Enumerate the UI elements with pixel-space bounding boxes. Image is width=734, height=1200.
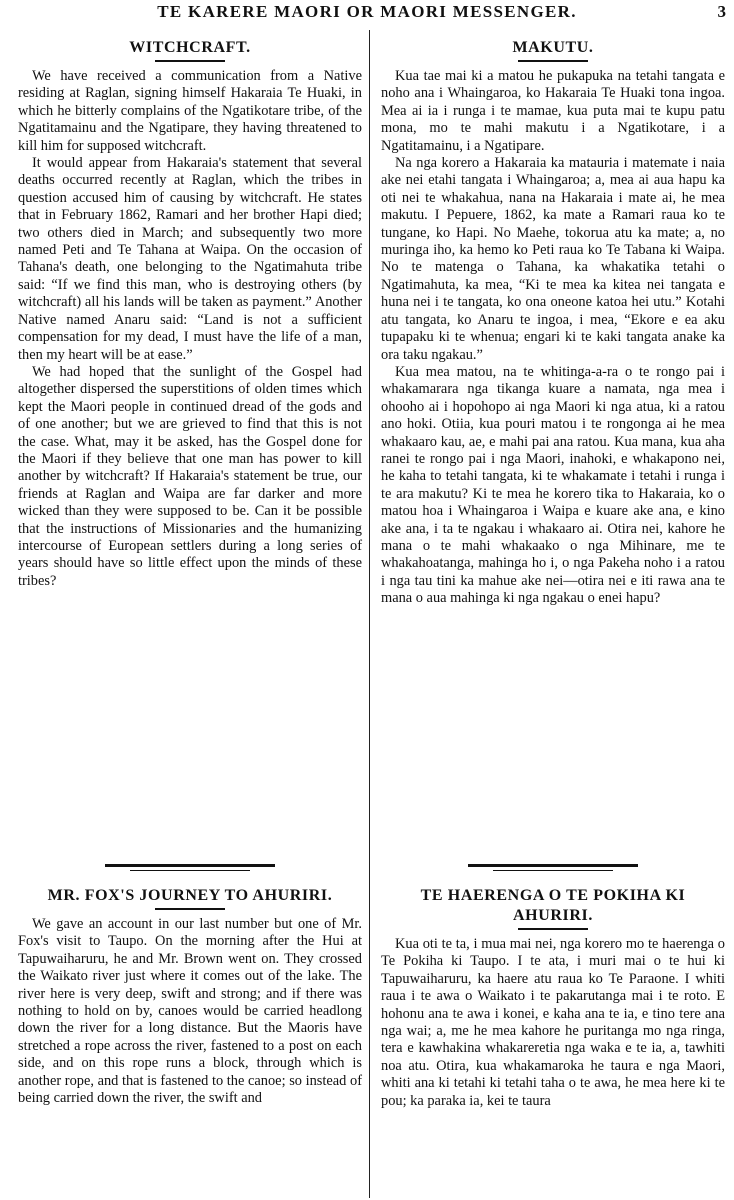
separator-rule	[105, 864, 275, 867]
article-body	[18, 68, 362, 590]
article-makutu	[381, 38, 725, 608]
heading-rule	[518, 928, 588, 930]
article-body	[381, 68, 725, 608]
paragraph: Kua mea matou, na te whitinga-a-ra o te rongo pai i whakamarara nga tikanga kuare a namata, nga mea i ohooho ai i hopohopo ai nga Maori ki nga atua, ki a ratou ano hoki. Otiia, kua pouri matou i te rongonga ai he mea whakaaro kau, ae, e mahi pai ana ratou. Kua mana, kua aha ranei te rongo pai i nga Maori, inahoki, e whakapono nei, he kaha to tetahi tangata, ki te whakamate i tetahi i runga i te ara makutu? Ki te mea he korero tika to Hakaraia, ko o matou hoa i Whaingaroa i Waipa e kuare ake ana, e kino ake ana, i ta te ngakau i whakaaro ai. Otira nei, kahore he mana o te mahi whakaako o nga Mihinare, me te whakahoatanga, mahinga ho i, o nga Pakeha noho i a ratou i nga tau tini ka mahue ake nei—otira nei e iti rawa ana te mana o aua mahinga ki nga ngakau o enei hapu?	[381, 363, 725, 607]
heading-rule	[155, 60, 225, 62]
separator-rule	[468, 864, 638, 867]
article-heading: WITCHCRAFT.	[129, 39, 251, 56]
article-journey	[18, 886, 362, 1107]
masthead-title: TE KARERE MAORI OR MAORI MESSENGER.	[157, 2, 577, 21]
paragraph: We gave an account in our last number but one of Mr. Fox's visit to Taupo. On the morning after the Hui at Tapuwaiharuru, he and Mr. Brown went on. They crossed the Waikato river just where it comes out of the lake. The river here is very deep, swift and strong; and if there was nothing to hold on by, canoes would be carried headlong down the river for a long distance. But the Maoris have stretched a rope across the river, fastened to a post on each side, and on this rope runs a block, through which is another rope, and that is fastened to the canoe; so instead of being carried down the river, the swift and	[18, 916, 362, 1107]
paragraph: We have received a communication from a Native residing at Raglan, signing himself Hakaraia Te Huaki, in which he bitterly complains of the Ngatikotare tribe, of the Ngatitamainu and the Ngatipare, they having threatened to kill him for supposed witchcraft.	[18, 68, 362, 154]
paragraph: We had hoped that the sunlight of the Gospel had altogether dispersed the superstitions of olden times which kept the Maori people in continued dread of the gods and of one another; but we are grieved to find that this is not the case. What, may it be asked, has the Gospel done for the Maori if they believe that one man has power to kill another by witchcraft? If Hakaraia's statement be true, our friends at Raglan and Waipa are far darker and more wicked than they were supposed to be. Can it be possible that the instructions of Missionaries and the humanizing intercourse of European settlers during a long series of years should have so little effect upon the minds of these tribes?	[18, 363, 362, 589]
column-divider	[369, 30, 370, 1198]
masthead	[0, 2, 734, 26]
article-body	[381, 936, 725, 1110]
article-heading: TE HAERENGA O TE POKIHA KI AHURIRI.	[420, 887, 686, 924]
paragraph: It would appear from Hakaraia's statement that several deaths occurred recently at Raglan, which the tribes in question accused him of causing by witchcraft. He states that in February 1862, Ramari and her brother Hapi died; two others died in March; and subsequently two more named Peti and Te Tahana at Waipa. On the occasion of Tahana's death, one belonging to the Ngatimahuta tribe said: “If we find this man, who is destroying others (by witchcraft) all his lands will be taken as payment.” Another Native named Anaru said: “Land is not a sufficient compensation for my dead, I must have the life of a man, then my heart will be at ease.”	[18, 155, 362, 363]
article-heading: MR. FOX'S JOURNEY TO AHURIRI.	[47, 887, 333, 904]
heading-rule	[155, 908, 225, 910]
article-body	[18, 916, 362, 1107]
article-witchcraft	[18, 38, 362, 590]
paragraph: Kua tae mai ki a matou he pukapuka na tetahi tangata e noho ana i Whaingaroa, ko Hakaraia Te Huaki tona ingoa. Mea ai ia i runga i te mamae, kua puta mai te kupu patu mona, mo te mahi makutu i a Ngatikotare, i a Ngatitamainu, i a Ngatipare.	[381, 68, 725, 154]
article-haerenga	[381, 886, 725, 1110]
section-separator	[381, 864, 725, 871]
paragraph: Na nga korero a Hakaraia ka matauria i matemate i naia ake nei etahi tangata i Whaingaroa; a, mea ai aua hapu ka oti nei te whakahua, nana na Hakaraia i mate ai, he mea makutu. I Pepuere, 1862, ka mate a Ramari raua ko te tungane, ko Hapi. No Maehe, tokorua atu ka mate; a, no muringa iho, ka hemo ko Peti raua ko Te Tabana ki Waipa. No te matenga o Tahana, ka whakatika tetahi o Ngatimahuta, ka mea, “Ki te mea ka kitea nei tangata e huna nei i te tangata, ko ona oneone katoa hei utu.” Kotahi atu tangata, ko Anaru te ingoa, i mea, “Ekore e ea aku tupapaku ki te whenua; engari ki te kaki tangata anake ka ora taku ngakau.”	[381, 155, 725, 363]
section-separator	[18, 864, 362, 871]
page-number: 3	[717, 2, 726, 21]
separator-rule-thin	[130, 870, 250, 871]
separator-rule-thin	[493, 870, 613, 871]
heading-rule	[518, 60, 588, 62]
paragraph: Kua oti te ta, i mua mai nei, nga korero mo te haerenga o Te Pokiha ki Taupo. I te ata, i muri mai o te hui ki Tapuwaiharuru, ka haere atu raua ko Te Paraone. I whiti raua i te awa o Waikato i te pakarutanga mai i te roto. E hohonu ana te awa i konei, e kaha ana te ia, e tino tere ana nga wai; a, me he mea kahore he puritanga mo nga ringa, tera e kawhakina whakareretia nga waka e te ia, a, tawhiti noa atu. Otira, kua whakamaroka he taura e nga Maori, whiti ana ki tetahi ki tetahi taha o te awa, he mea here ki te pou; ka paraka ia, kei te taura	[381, 936, 725, 1109]
article-heading: MAKUTU.	[512, 39, 594, 56]
